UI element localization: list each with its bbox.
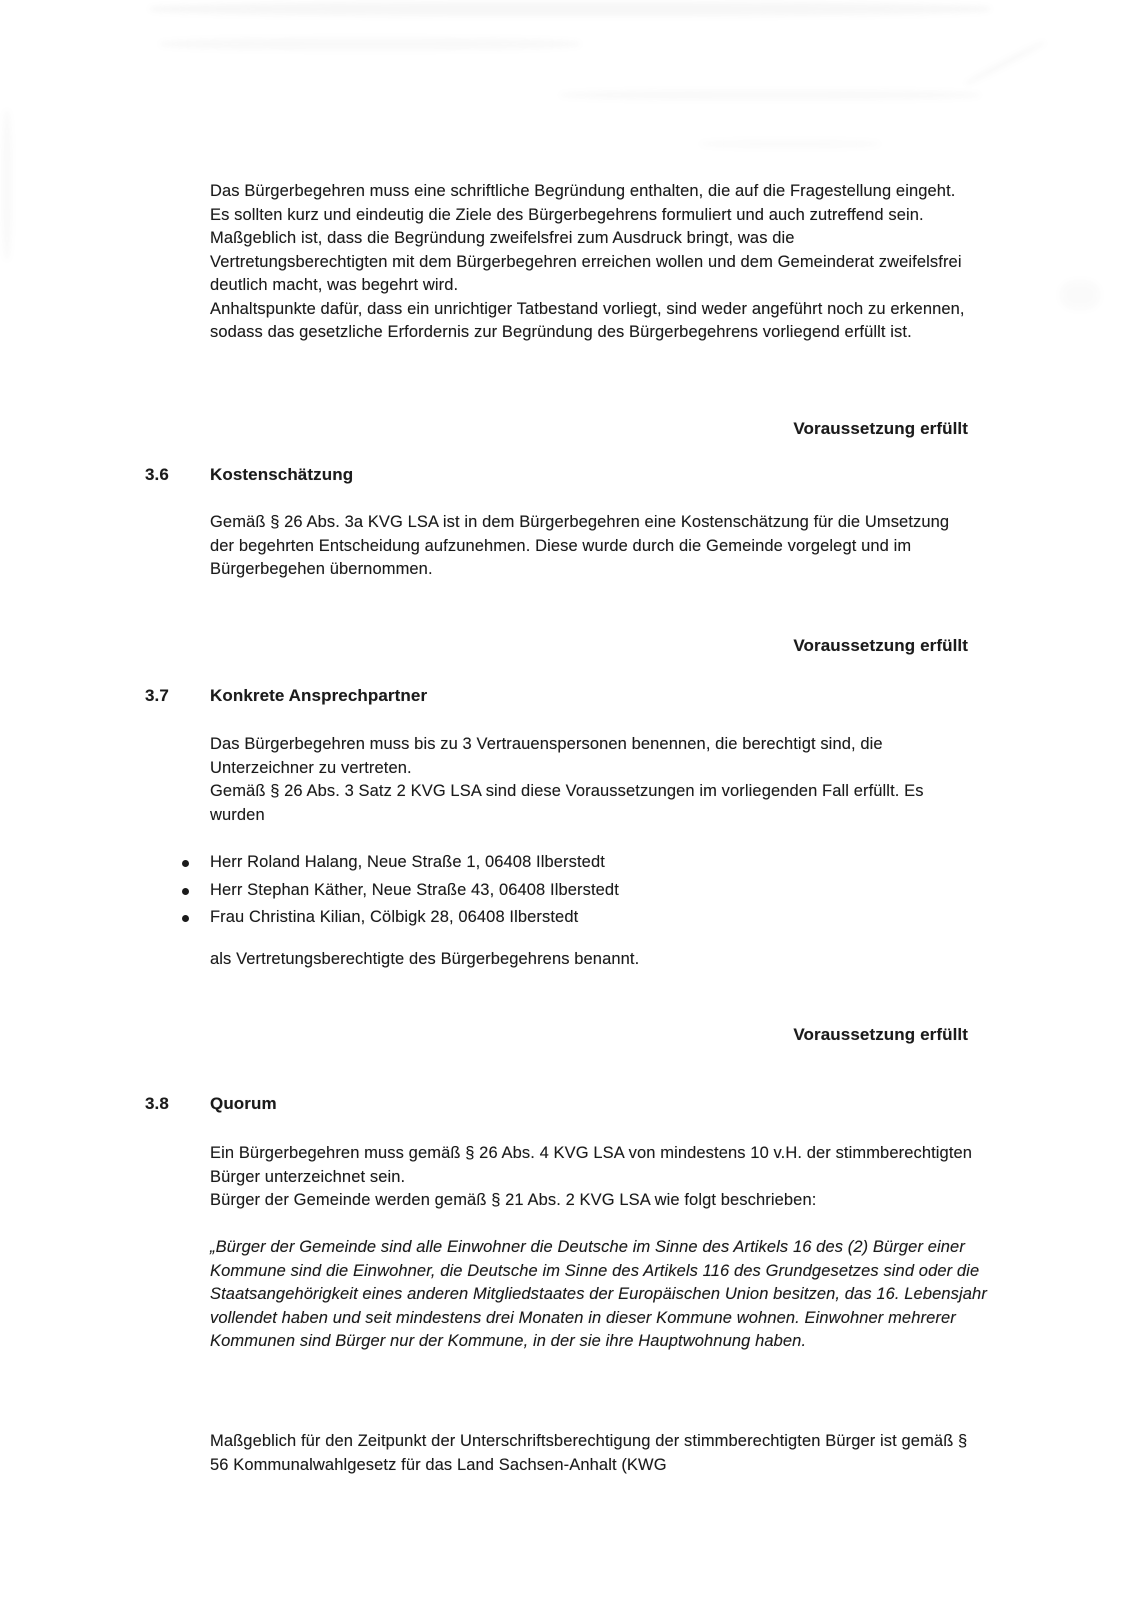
closing-paragraph: Maßgeblich für den Zeitpunkt der Unterschriftsberechtigung der stimmberechtigten Bürger ist gemäß § 56 Kommunalwahlgesetz für das Land Sachsen-Anhalt (KWG: [210, 1432, 968, 1474]
section-title: Konkrete Ansprechpartner: [210, 686, 428, 705]
intro-sentence: Anhaltspunkte dafür, dass ein unrichtiger Tatbestand vorliegt, sind weder angeführt noch zu erkennen, sodass das gesetzliche Erfordernis zur Begründung des Bürgerbegehrens vorliegend erfüllt ist.: [210, 299, 965, 341]
section-heading-3-7: [145, 684, 965, 708]
body-paragraph: Gemäß § 26 Abs. 3a KVG LSA ist in dem Bürgerbegehren eine Kostenschätzung für die Umsetzung der begehrten Entscheidung aufzunehmen. Diese wurde durch die Gemeinde vorgelegt und im Bürgerbegehen übernommen.: [210, 513, 950, 578]
section-title: Kostenschätzung: [210, 465, 354, 484]
bullet-icon: [178, 879, 210, 903]
bullet-icon: [178, 906, 210, 930]
section-number: 3.8: [145, 1094, 169, 1113]
scan-artifact: [1060, 280, 1100, 310]
section-3-6-paragraph: [210, 511, 974, 582]
intro-sentence: Es sollten kurz und eindeutig die Ziele des Bürgerbegehrens formuliert und auch zutreffend sein. Maßgeblich ist, dass die Begründung zweifelsfrei zum Ausdruck bringt, was die Vertretungsberechtigten mit dem Bürgerbegehren erreichen wollen und dem Gemeinderat zweifelsfrei deutlich macht, was begehrt wird.: [210, 205, 962, 294]
section-heading-3-8: [145, 1092, 965, 1116]
list-item: [178, 879, 978, 903]
body-paragraph: Ein Bürgerbegehren muss gemäß § 26 Abs. 4 KVG LSA von mindestens 10 v.H. der stimmberechtigten Bürger unterzeichnet sein.: [210, 1144, 973, 1186]
intro-paragraph: [210, 180, 974, 345]
status-line: Voraussetzung erfüllt: [793, 636, 968, 655]
scan-artifact: [964, 39, 1046, 87]
bullet-icon: [178, 851, 210, 875]
representatives-list: [178, 851, 978, 934]
section-3-7-paragraph: [210, 733, 974, 827]
scan-artifact: [560, 90, 980, 100]
list-item-text: Frau Christina Kilian, Cölbigk 28, 06408 Ilberstedt: [210, 908, 579, 926]
body-paragraph: Gemäß § 26 Abs. 3 Satz 2 KVG LSA sind diese Voraussetzungen im vorliegenden Fall erfüllt. Es wurden: [210, 782, 924, 824]
section-number: 3.7: [145, 686, 169, 705]
status-line: Voraussetzung erfüllt: [793, 1025, 968, 1044]
scan-artifact: [160, 38, 580, 50]
intro-sentence: Das Bürgerbegehren muss eine schriftliche Begründung enthalten, die auf die Fragestellung eingeht.: [210, 182, 956, 200]
section-3-7-closing: als Vertretungsberechtigte des Bürgerbegehrens benannt.: [210, 950, 640, 968]
section-number: 3.6: [145, 465, 169, 484]
list-item: [178, 906, 978, 930]
legal-quote-paragraph: „Bürger der Gemeinde sind alle Einwohner die Deutsche im Sinne des Artikels 16 des (2) Bürger einer Kommune sind die Einwohner, die Deutsche im Sinne des Artikels 116 des Grundgesetzes sind oder die Staatsangehörigkeit eines anderen Mitgliedstaates der Europäischen Union besitzen, das 16. Lebensjahr vollendet haben und seit mindestens drei Monaten in dieser Kommune wohnen. Einwohner mehrerer Kommunen sind Bürger nur der Kommune, in der sie ihre Hauptwohnung haben.: [210, 1238, 987, 1350]
body-paragraph: Bürger der Gemeinde werden gemäß § 21 Abs. 2 KVG LSA wie folgt beschrieben:: [210, 1191, 817, 1209]
body-paragraph: Das Bürgerbegehren muss bis zu 3 Vertrauenspersonen benennen, die berechtigt sind, die Unterzeichner zu vertreten.: [210, 735, 883, 777]
section-heading-3-6: [145, 463, 965, 487]
section-title: Quorum: [210, 1094, 277, 1113]
scan-artifact: [150, 2, 990, 16]
scan-artifact: [2, 110, 12, 260]
section-3-8-paragraph: [210, 1142, 974, 1213]
status-line: Voraussetzung erfüllt: [793, 419, 968, 438]
scan-artifact: [700, 140, 880, 148]
list-item-text: Herr Stephan Käther, Neue Straße 43, 06408 Ilberstedt: [210, 880, 619, 899]
list-item-text: Herr Roland Halang, Neue Straße 1, 06408 Ilberstedt: [210, 853, 605, 871]
list-item: [178, 851, 978, 875]
